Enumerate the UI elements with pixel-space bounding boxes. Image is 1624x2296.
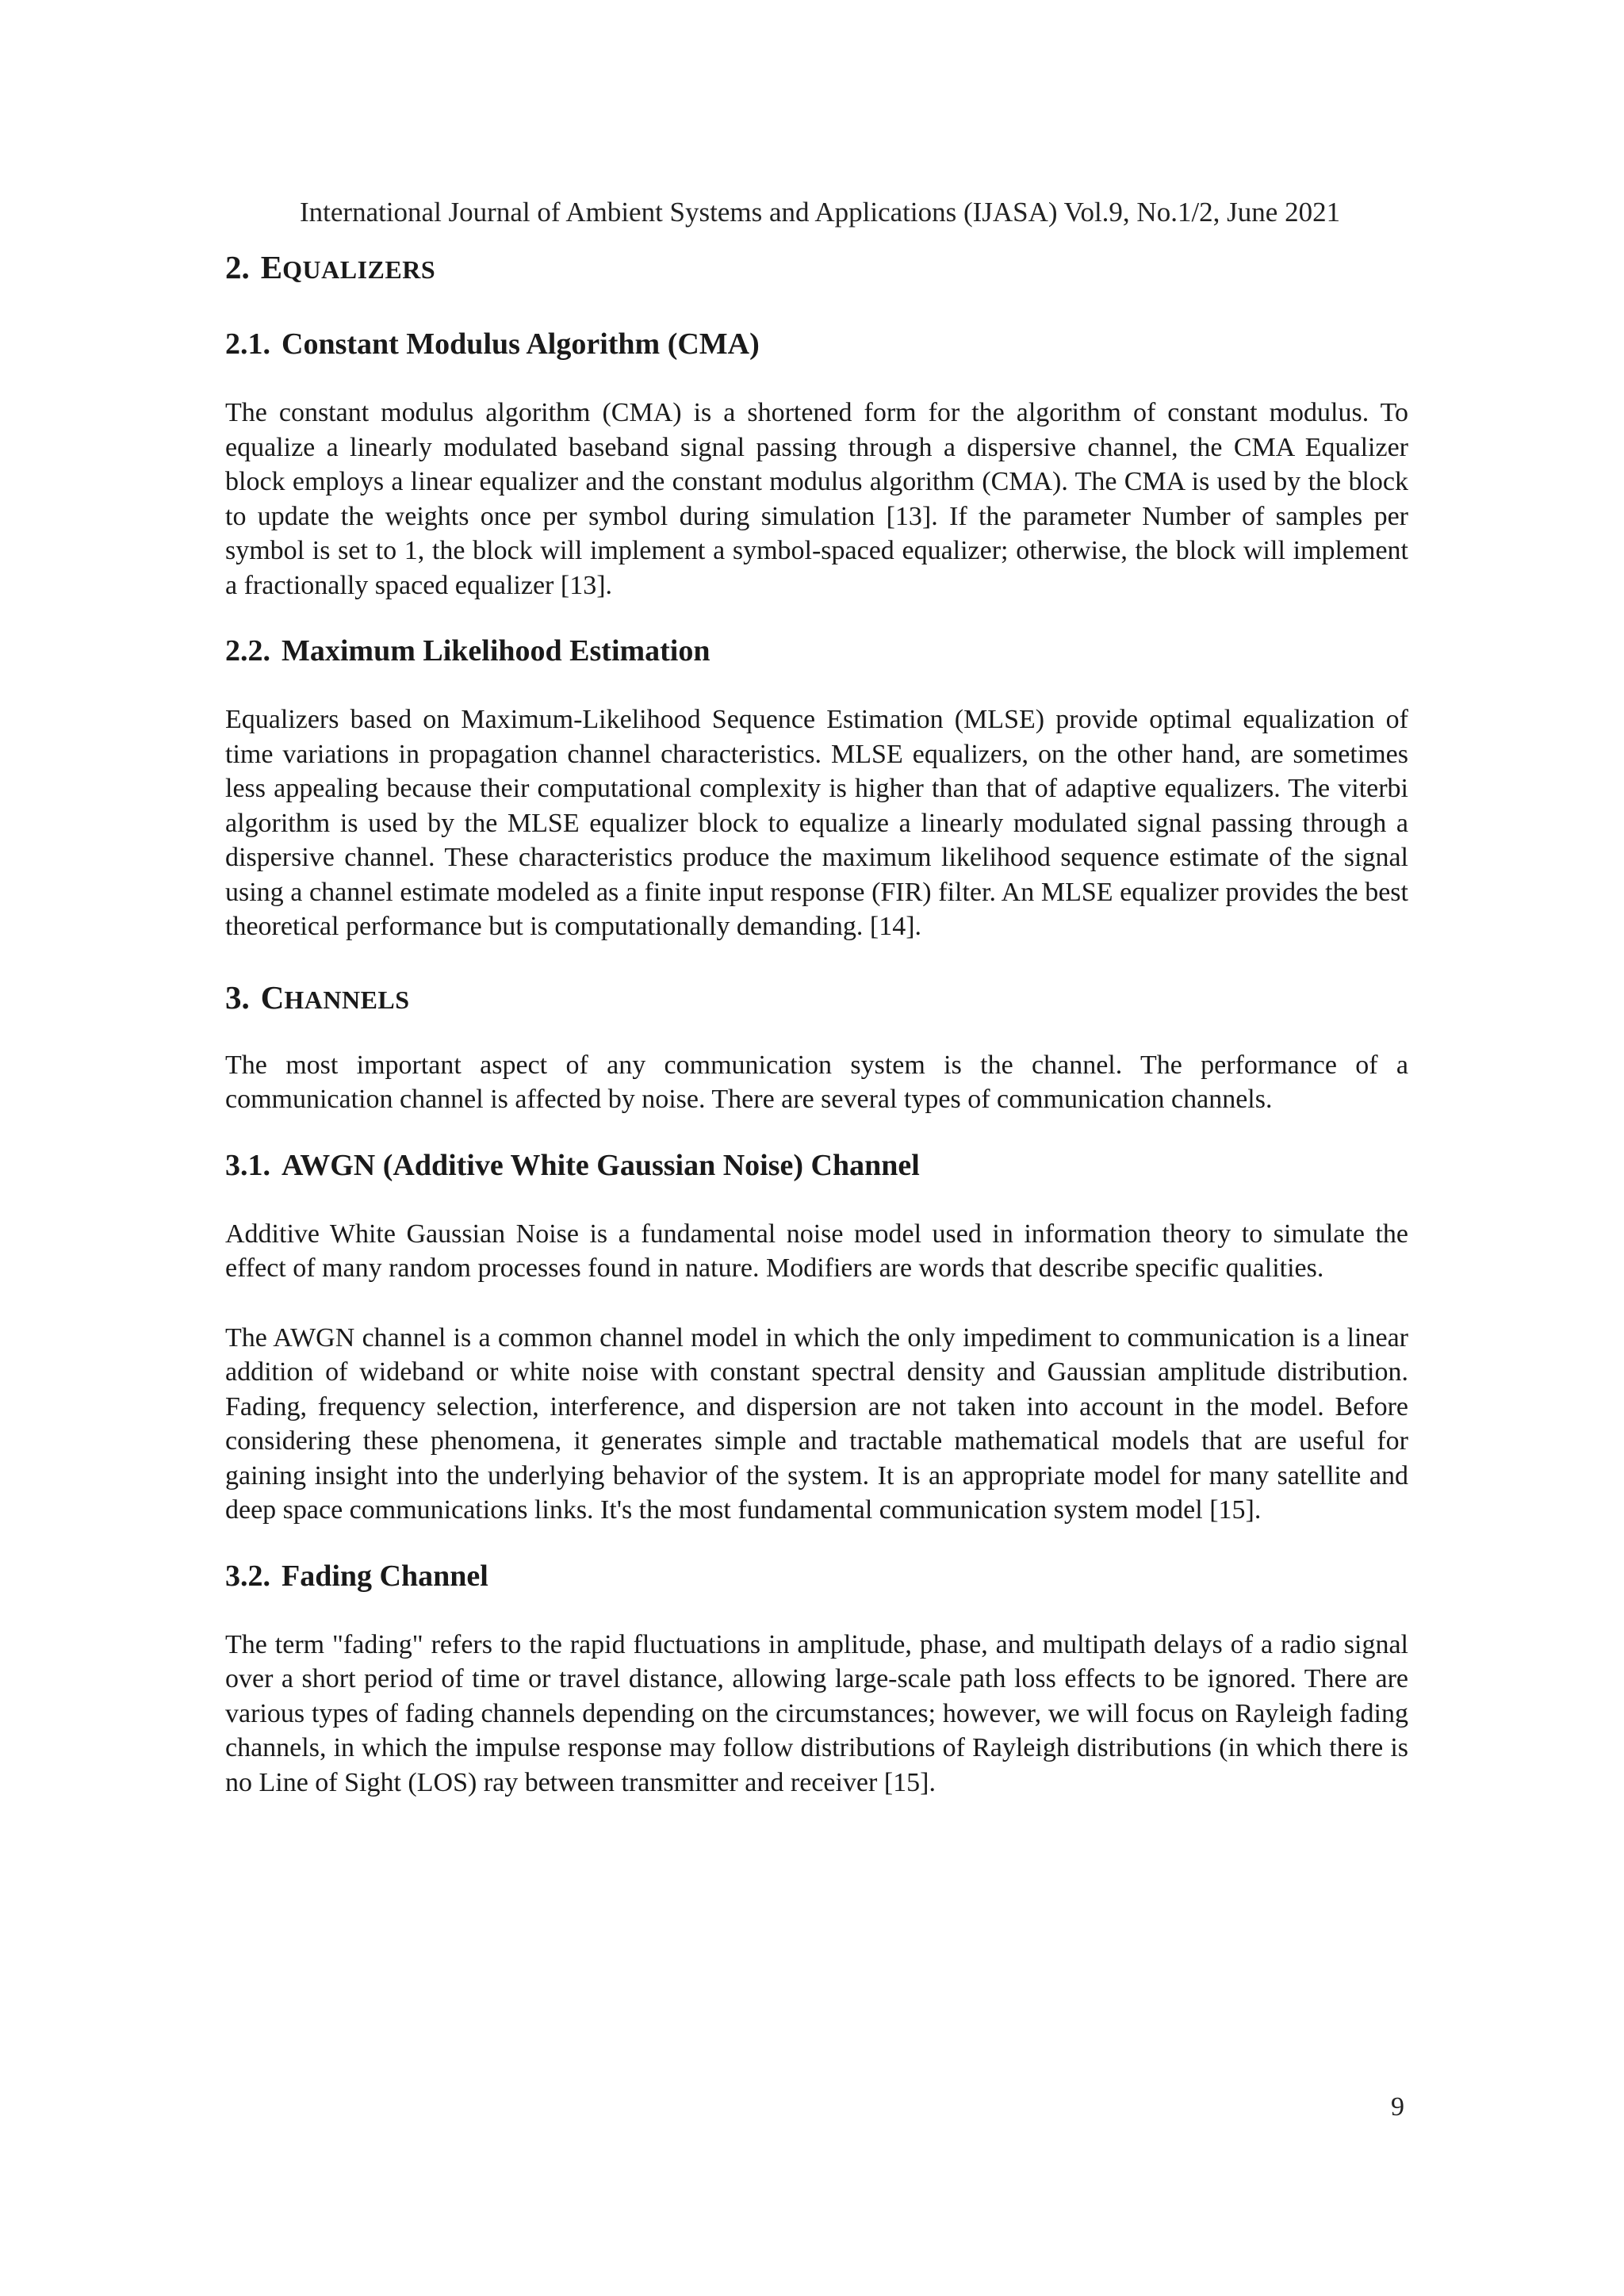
subsection-title: Fading Channel [282,1559,488,1593]
subsection-heading-awgn [225,1146,1408,1185]
paragraph-channels: The most important aspect of any communication system is the channel. The performance of a communication channel is affected by noise. There are several types of communication channels. [225,1050,1408,1114]
section-number: 3. [225,978,250,1016]
section-title-rest: HANNELS [284,985,410,1014]
paragraph-awgn-2: The AWGN channel is a common channel model in which the only impediment to communication is a linear addition of wideband or white noise with constant spectral density and Gaussian amplitude distribution. Fading, frequency selection, interference, and dispersion are not taken into account in the model. Before considering these phenomena, it generates simple and tractable mathematical models that are useful for gaining insight into the underlying behavior of the system. It is an appropriate model for many satellite and deep space communications links. It's the most fundamental communication system model [15]. [225,1322,1408,1525]
paragraph-awgn-1: Additive White Gaussian Noise is a fundamental noise model used in information theory to simulate the effect of many random processes found in nature. Modifiers are words that describe specific qualities. [225,1219,1408,1283]
subsection-number: 2.2. [225,634,270,668]
subsection-heading-mle [225,631,1408,671]
section-title-initial: C [260,978,285,1016]
paragraph-fading: The term "fading" refers to the rapid fluctuations in amplitude, phase, and multipath delays of a radio signal over a short period of time or travel distance, allowing large-scale path loss effects to be ignored. There are various types of fading channels depending on the circumstances; however, we will focus on Rayleigh fading channels, in which the impulse response may follow distributions of Rayleigh distributions (in which there is no Line of Sight (LOS) ray between transmitter and receiver [15]. [225,1629,1408,1797]
subsection-heading-cma [225,324,1408,364]
subsection-title: Maximum Likelihood Estimation [282,634,710,668]
section-number: 2. [225,249,250,285]
paragraph-mle: Equalizers based on Maximum-Likelihood Sequence Estimation (MLSE) provide optimal equalization of time variations in propagation channel characteristics. MLSE equalizers, on the other hand, are sometimes less appealing because their computational complexity is higher than that of adaptive equalizers. The viterbi algorithm is used by the MLSE equalizer block to equalize a linearly modulated signal passing through a dispersive channel. These characteristics produce the maximum likelihood sequence estimate of the signal using a channel estimate modeled as a finite input response (FIR) filter. An MLSE equalizer provides the best theoretical performance but is computationally demanding. [14]. [225,705,1408,941]
subsection-title: AWGN (Additive White Gaussian Noise) Channel [282,1148,920,1182]
subsection-number: 2.1. [225,327,270,361]
page-number: 9 [1391,2092,1404,2122]
section-heading-channels [225,976,1408,1021]
subsection-heading-fading [225,1556,1408,1596]
page-content [225,246,1408,1800]
subsection-number: 3.2. [225,1559,270,1593]
subsection-title: Constant Modulus Algorithm (CMA) [282,327,760,361]
paragraph-cma: The constant modulus algorithm (CMA) is a shortened form for the algorithm of constant modulus. To equalize a linearly modulated baseband signal passing through a dispersive channel, the CMA Equalizer block employs a linear equalizer and the constant modulus algorithm (CMA). The CMA is used by the block to update the weights once per symbol during simulation [13]. If the parameter Number of samples per symbol is set to 1, the block will implement a symbol-spaced equalizer; otherwise, the block will implement a fractionally spaced equalizer [13]. [225,398,1408,600]
section-heading-equalizers [225,246,1408,291]
section-title-initial: E [260,249,283,285]
running-header: International Journal of Ambient Systems and Applications (IJASA) Vol.9, No.1/2, June 2021 [300,197,1341,228]
section-title-rest: QUALIZERS [282,255,436,284]
subsection-number: 3.1. [225,1148,270,1182]
